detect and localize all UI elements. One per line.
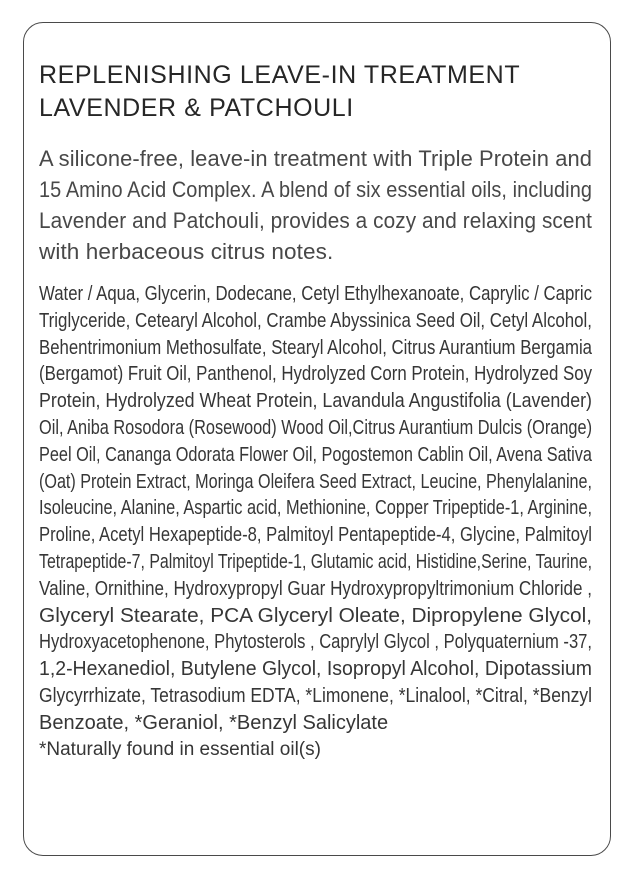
ingredients-line: Tetrapeptide-7, Palmitoyl Tripeptide-1, Glutamic acid, Histidine,Serine, Taurine, [39, 550, 592, 573]
description-line: with herbaceous citrus notes. [39, 239, 334, 264]
ingredients-line: Hydroxyacetophenone, Phytosterols , Caprylyl Glycol , Polyquaternium -37, [39, 631, 592, 654]
ingredients-line: (Bergamot) Fruit Oil, Panthenol, Hydrolyzed Corn Protein, Hydrolyzed Soy [39, 363, 592, 386]
product-title [39, 59, 592, 125]
ingredients-line: Peel Oil, Cananga Odorata Flower Oil, Pogostemon Cablin Oil, Avena Sativa [39, 443, 592, 466]
product-description [39, 143, 592, 267]
ingredients-line: Protein, Hydrolyzed Wheat Protein, Lavandula Angustifolia (Lavender) [39, 390, 592, 413]
ingredients-list [39, 281, 592, 763]
ingredients-line: Behentrimonium Methosulfate, Stearyl Alcohol, Citrus Aurantium Bergamia [39, 336, 592, 359]
ingredients-line: Valine, Ornithine, Hydroxypropyl Guar Hydroxypropyltrimonium Chloride , [39, 577, 592, 600]
label-content [39, 59, 592, 763]
ingredients-line: Glyceryl Stearate, PCA Glyceryl Oleate, Dipropylene Glycol, [39, 604, 592, 627]
ingredients-line: Oil, Aniba Rosodora (Rosewood) Wood Oil,Citrus Aurantium Dulcis (Orange) [39, 416, 592, 439]
description-line: Lavender and Patchouli, provides a cozy and relaxing scent [39, 208, 592, 233]
description-line: 15 Amino Acid Complex. A blend of six essential oils, including [39, 177, 592, 202]
ingredients-line: Isoleucine, Alanine, Aspartic acid, Methionine, Copper Tripeptide-1, Arginine, [39, 497, 592, 520]
ingredients-line: Glycyrrhizate, Tetrasodium EDTA, *Limonene, *Linalool, *Citral, *Benzyl [39, 684, 592, 707]
ingredients-line: 1,2-Hexanediol, Butylene Glycol, Isopropyl Alcohol, Dipotassium [39, 658, 592, 681]
label-card [23, 22, 611, 856]
description-line: A silicone-free, leave-in treatment with Triple Protein and [39, 146, 592, 171]
ingredients-line: Water / Aqua, Glycerin, Dodecane, Cetyl Ethylhexanoate, Caprylic / Capric [39, 283, 592, 305]
ingredients-line: Benzoate, *Geraniol, *Benzyl Salicylate [39, 711, 389, 734]
ingredients-line: Proline, Acetyl Hexapeptide-8, Palmitoyl Pentapeptide-4, Glycine, Palmitoyl [39, 524, 592, 547]
ingredients-footnote: *Naturally found in essential oil(s) [39, 738, 321, 760]
product-title-line-1: REPLENISHING LEAVE-IN TREATMENT [39, 61, 521, 89]
product-title-line-2: LAVENDER & PATCHOULI [39, 94, 354, 122]
ingredients-line: (Oat) Protein Extract, Moringa Oleifera Seed Extract, Leucine, Phenylalanine, [39, 470, 592, 493]
ingredients-line: Triglyceride, Cetearyl Alcohol, Crambe Abyssinica Seed Oil, Cetyl Alcohol, [39, 309, 592, 332]
